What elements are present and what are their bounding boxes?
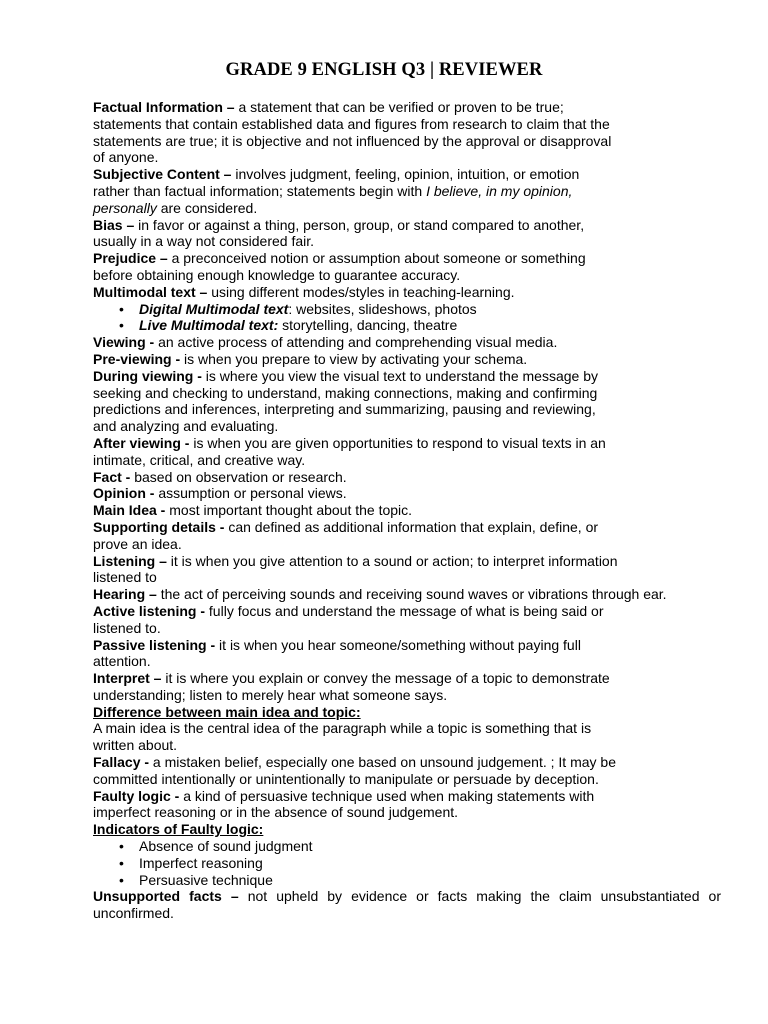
definition-line: and analyzing and evaluating.: [93, 418, 279, 435]
definition: most important thought about the topic.: [165, 502, 413, 519]
list-item: [93, 872, 721, 889]
term: Factual Information –: [93, 99, 235, 115]
definition: a kind of persuasive technique used when making statements with: [179, 787, 595, 804]
definition-line: of anyone.: [93, 149, 159, 166]
entry-hearing: [93, 586, 721, 603]
definition-line: committed intentionally or unintentionally to manipulate or persuade by deception.: [93, 770, 599, 787]
definition-line: written about.: [93, 737, 178, 754]
definition: an active process of attending and comprehending visual media.: [154, 334, 558, 351]
definition: is where you view the visual text to understand the message by: [201, 367, 598, 384]
entry-interpret: [93, 670, 721, 704]
italic-phrase: personally: [93, 199, 157, 216]
entry-multimodal-text: [93, 284, 721, 301]
definition: can defined as additional information that explain, define, or: [224, 518, 599, 535]
entry-subjective-content: [93, 166, 721, 216]
term: Unsupported facts –: [93, 888, 239, 905]
definition: based on observation or research.: [130, 468, 347, 485]
list-item: [93, 855, 721, 872]
term: Subjective Content –: [93, 166, 232, 183]
definition-line: rather than factual information; statements begin with: [93, 182, 427, 199]
term: Prejudice –: [93, 250, 168, 267]
definition-line: seeking and checking to understand, making connections, making and confirming: [93, 384, 598, 401]
definition: it is where you explain or convey the message of a topic to demonstrate: [161, 670, 610, 687]
definition-line: listened to: [93, 569, 157, 586]
term: Live Multimodal text:: [139, 317, 279, 334]
definition: a mistaken belief, especially one based on unsound judgement. ; It may be: [149, 754, 616, 771]
definition-line: are considered.: [156, 199, 258, 216]
term: Interpret –: [93, 670, 162, 687]
multimodal-list: [93, 301, 721, 335]
indicators-list: [93, 838, 721, 888]
document-title: GRADE 9 ENGLISH Q3 | REVIEWER: [225, 60, 543, 80]
section-indicators: [93, 821, 721, 838]
definition-line: predictions and inferences, interpreting and summarizing, pausing and reviewing,: [93, 401, 596, 418]
definition: a statement that can be verified or proven to be true;: [234, 99, 564, 115]
term: Digital Multimodal text: [139, 300, 289, 317]
entry-supporting-details: [93, 519, 721, 553]
entry-unsupported-facts: [93, 888, 721, 922]
entry-pre-viewing: [93, 351, 721, 368]
definition-line: statements that contain established data and figures from research to claim that the: [93, 115, 610, 132]
entry-after-viewing: [93, 435, 721, 469]
italic-phrase: I believe, in my opinion,: [426, 182, 573, 199]
definition: not upheld by evidence or facts making the claim unsubstantiated or unconfirmed.: [93, 888, 721, 922]
entry-fact: [93, 469, 721, 486]
list-item-text: Imperfect reasoning: [139, 854, 263, 871]
term: Supporting details -: [93, 518, 225, 535]
term: Bias –: [93, 216, 135, 233]
section-difference: [93, 704, 721, 754]
entry-active-listening: [93, 603, 721, 637]
entry-prejudice: [93, 250, 721, 284]
definition: the act of perceiving sounds and receiving sound waves or vibrations through ear.: [156, 586, 667, 603]
definition-line: usually in a way not considered fair.: [93, 233, 315, 250]
bullet-icon: •: [119, 317, 124, 334]
list-item-text: Absence of sound judgment: [139, 838, 313, 855]
term: Faulty logic -: [93, 787, 180, 804]
term: After viewing -: [93, 434, 190, 451]
entry-fallacy: [93, 754, 721, 788]
entry-opinion: [93, 485, 721, 502]
definition: storytelling, dancing, theatre: [278, 317, 458, 334]
definition: assumption or personal views.: [154, 485, 347, 502]
definition: is when you prepare to view by activating your schema.: [180, 350, 528, 367]
term: Multimodal text –: [93, 283, 208, 300]
term: Passive listening -: [93, 636, 216, 653]
term: Pre-viewing -: [93, 350, 181, 367]
list-item-text: Persuasive technique: [139, 871, 273, 888]
document-body: [93, 99, 721, 922]
section-heading: Difference between main idea and topic:: [93, 703, 361, 720]
definition: involves judgment, feeling, opinion, intuition, or emotion: [231, 166, 580, 183]
bullet-icon: •: [119, 300, 124, 317]
term: Opinion -: [93, 485, 155, 502]
term: During viewing -: [93, 367, 202, 384]
entry-during-viewing: [93, 368, 721, 435]
term: Active listening -: [93, 602, 206, 619]
term: Viewing -: [93, 334, 155, 351]
definition-line: imperfect reasoning or in the absence of sound judgement.: [93, 804, 459, 821]
term: Fact -: [93, 468, 131, 485]
entry-viewing: [93, 334, 721, 351]
definition: it is when you hear someone/something without paying full: [215, 636, 581, 653]
definition-line: listened to.: [93, 619, 161, 636]
list-item: [93, 317, 721, 334]
definition: in favor or against a thing, person, group, or stand compared to another,: [134, 216, 585, 233]
bullet-icon: •: [119, 838, 124, 855]
definition: it is when you give attention to a sound or action; to interpret information: [166, 552, 618, 569]
term: Listening –: [93, 552, 167, 569]
definition: fully focus and understand the message of what is being said or: [205, 602, 604, 619]
definition-line: prove an idea.: [93, 535, 182, 552]
term: Main Idea -: [93, 502, 166, 519]
definition: : websites, slideshows, photos: [288, 300, 477, 317]
section-heading: Indicators of Faulty logic:: [93, 821, 264, 838]
entry-bias: [93, 217, 721, 251]
definition-line: A main idea is the central idea of the paragraph while a topic is something that is: [93, 720, 592, 737]
entry-passive-listening: [93, 637, 721, 671]
definition: using different modes/styles in teaching-learning.: [207, 283, 515, 300]
list-item: [93, 301, 721, 318]
definition-line: attention.: [93, 653, 151, 670]
definition-line: intimate, critical, and creative way.: [93, 451, 306, 468]
definition: is when you are given opportunities to respond to visual texts in an: [189, 434, 606, 451]
entry-faulty-logic: [93, 788, 721, 822]
entry-factual-information: [93, 99, 721, 166]
list-item: [93, 838, 721, 855]
definition-line: before obtaining enough knowledge to guarantee accuracy.: [93, 266, 461, 283]
definition: a preconceived notion or assumption about someone or something: [167, 250, 586, 267]
bullet-icon: •: [119, 871, 124, 888]
term: Hearing –: [93, 586, 157, 603]
entry-listening: [93, 553, 721, 587]
definition-line: statements are true; it is objective and not influenced by the approval or disapproval: [93, 132, 612, 149]
entry-main-idea: [93, 502, 721, 519]
bullet-icon: •: [119, 854, 124, 871]
definition-line: understanding; listen to merely hear what someone says.: [93, 686, 448, 703]
term: Fallacy -: [93, 754, 150, 771]
